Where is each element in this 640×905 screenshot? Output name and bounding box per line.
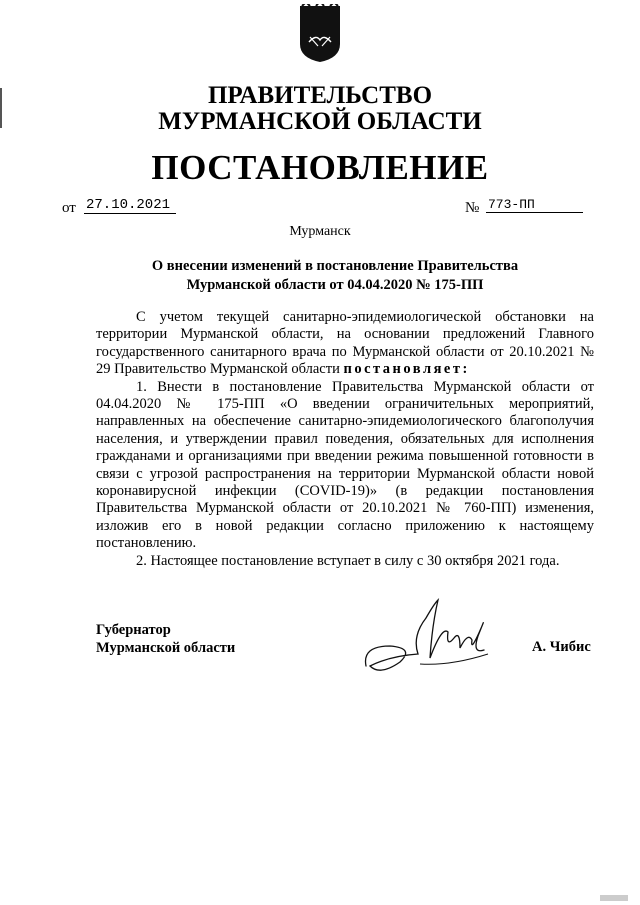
document-number: 773-ПП xyxy=(486,197,583,213)
document-subject xyxy=(120,257,550,295)
intro-text: С учетом текущей санитарно-эпидемиологической обстановки на территории Мурманской области, на основании предложений Главного государственного санитарного врача по Мурманской области от 20.10.2021 № 29 Правительство Мурманской области xyxy=(96,309,594,378)
intro-paragraph xyxy=(96,309,594,379)
number-label: № xyxy=(465,200,480,216)
date-label: от xyxy=(62,200,76,216)
subject-line1: О внесении изменений в постановление Правительства xyxy=(151,258,519,274)
item-2-paragraph: 2. Настоящее постановление вступает в силу с 30 октября 2021 года. xyxy=(136,552,560,569)
document-type-title: ПОСТАНОВЛЕНИЕ xyxy=(151,148,489,187)
document-body xyxy=(96,309,594,570)
item-1-paragraph: 1. Внести в постановление Правительства Мурманской области от 04.04.2020 № 175-ПП «О введении ограничительных мероприятий, направленных на обеспечение санитарно-эпидемиологического благополучия населения, и утверждении правил поведения, обязательных для исполнения гражданами и организациями при введении режима повышенной готовности в связи с угрозой распространения на территории Мурманской области новой коронавирусной инфекции (COVID-19)» (в редакции постановления Правительства Мурманской области от 20.10.2021 № 760-ПП) изменения, изложив его в новой редакции согласно приложению к настоящему постановлению. xyxy=(96,378,594,552)
signatory-name: А. Чибис xyxy=(532,639,591,655)
resolve-word: постановляет: xyxy=(343,361,470,378)
document-date: 27.10.2021 xyxy=(84,197,176,214)
coat-of-arms-icon xyxy=(298,4,342,64)
signatory-position xyxy=(96,621,235,657)
scan-margin-mark xyxy=(600,893,628,903)
org-name-line1: ПРАВИТЕЛЬСТВО xyxy=(207,82,433,109)
position-line1: Губернатор xyxy=(96,622,171,638)
subject-line2: Мурманской области от 04.04.2020 № 175-ПП xyxy=(186,277,484,293)
org-name-line2: МУРМАНСКОЙ ОБЛАСТИ xyxy=(158,108,482,135)
position-line2: Мурманской области xyxy=(96,640,236,656)
handwritten-signature xyxy=(360,596,510,686)
city-name: Мурманск xyxy=(289,224,351,239)
